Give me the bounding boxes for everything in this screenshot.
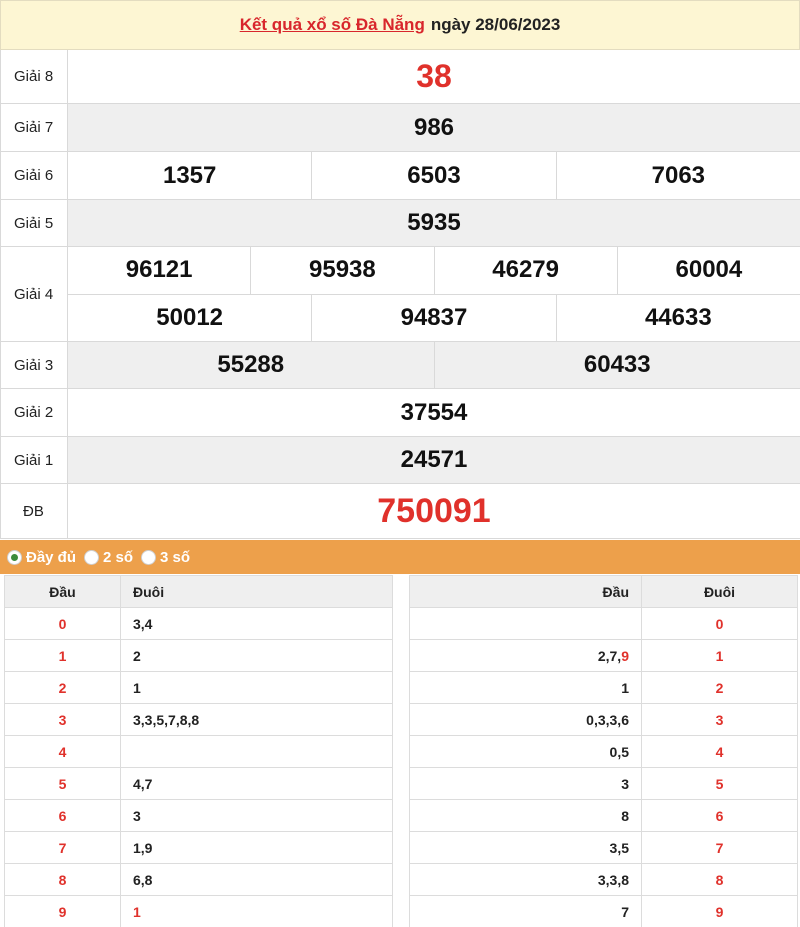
prize-row-7: [0, 104, 800, 152]
prize-row-5: [0, 200, 800, 247]
prize-number: 95938: [250, 247, 433, 294]
tail-digit: 3: [642, 704, 798, 736]
results-table: [0, 50, 800, 539]
prize-number: 986: [413, 113, 455, 141]
prize-row-2: [0, 389, 800, 437]
prize-label: Giải 5: [0, 200, 68, 246]
tail-digit: 7: [642, 832, 798, 864]
head-digit: 1: [5, 640, 121, 672]
head-digits: 3,5: [410, 832, 642, 864]
prize-label: Giải 2: [0, 389, 68, 436]
radio-icon[interactable]: [141, 550, 156, 565]
prize-row-6: [0, 152, 800, 200]
table-row: [410, 800, 798, 832]
prize-number: 60004: [617, 247, 800, 294]
head-digits: 0,5: [410, 736, 642, 768]
prize-number: 94837: [311, 295, 555, 342]
prize-number: 37554: [400, 398, 468, 426]
prize-number: 5935: [407, 209, 461, 236]
table-row: [5, 736, 393, 768]
tail-digits: 2: [121, 640, 393, 672]
prize-label: Giải 7: [0, 104, 68, 151]
prize-label: Giải 3: [0, 342, 68, 388]
tail-digits: 6,8: [121, 864, 393, 896]
prize-number: 7063: [556, 152, 800, 199]
table-row: [410, 672, 798, 704]
table-row: [410, 704, 798, 736]
head-digits: 1: [410, 672, 642, 704]
head-digit: 7: [5, 832, 121, 864]
head-digits: 3,3,8: [410, 864, 642, 896]
option-two-digits[interactable]: [84, 549, 133, 566]
table-row: [5, 896, 393, 927]
tail-digits: 1: [121, 896, 393, 927]
table-row: [410, 768, 798, 800]
table-row: [5, 800, 393, 832]
tail-digit: 2: [642, 672, 798, 704]
tail-head-table: [409, 575, 798, 927]
prize-row-special: [0, 484, 800, 539]
column-header: Đầu: [410, 576, 642, 608]
head-digit: 3: [5, 704, 121, 736]
tail-digit: 4: [642, 736, 798, 768]
head-digit: 5: [5, 768, 121, 800]
radio-checked-icon[interactable]: [7, 550, 22, 565]
tail-digits: 3,3,5,7,8,8: [121, 704, 393, 736]
tail-digit: 8: [642, 864, 798, 896]
head-digits: [410, 608, 642, 640]
tail-digit: 1: [642, 640, 798, 672]
table-row: [410, 832, 798, 864]
prize-label: Giải 6: [0, 152, 68, 199]
results-title-bar: [0, 0, 800, 50]
head-digits: 0,3,3,6: [410, 704, 642, 736]
option-label: 3 số: [160, 548, 191, 566]
special-prize-number: 750091: [377, 491, 491, 530]
tail-digits: 3,4: [121, 608, 393, 640]
table-row: [410, 640, 798, 672]
table-row: [5, 864, 393, 896]
table-row: [410, 736, 798, 768]
prize-number: 60433: [434, 342, 800, 388]
head-digit: 6: [5, 800, 121, 832]
head-digit: 4: [5, 736, 121, 768]
table-row: [5, 608, 393, 640]
head-digits: 3: [410, 768, 642, 800]
prize-number: 38: [416, 58, 452, 94]
column-header: Đầu: [5, 576, 121, 608]
option-full[interactable]: [7, 549, 76, 566]
column-header: Đuôi: [121, 576, 393, 608]
prize-number: 96121: [125, 256, 193, 284]
tail-digit: 6: [642, 800, 798, 832]
prize-number: 44633: [556, 295, 800, 342]
column-header: Đuôi: [642, 576, 798, 608]
head-digit: 9: [5, 896, 121, 927]
table-row: [5, 768, 393, 800]
option-label: 2 số: [103, 548, 134, 566]
table-row: [5, 704, 393, 736]
tail-digit: 0: [642, 608, 798, 640]
head-digit: 0: [5, 608, 121, 640]
prize-label: ĐB: [0, 484, 68, 538]
prize-row-1: [0, 437, 800, 484]
table-row: [410, 864, 798, 896]
prize-number: 6503: [311, 152, 555, 199]
prize-number: 46279: [434, 247, 617, 294]
tail-digit: 9: [642, 896, 798, 927]
tail-digits: 3: [121, 800, 393, 832]
prize-row-3: [0, 342, 800, 389]
radio-icon[interactable]: [84, 550, 99, 565]
lottery-title-link[interactable]: Kết quả xổ số Đà Nẵng: [239, 15, 425, 34]
head-digits: 8: [410, 800, 642, 832]
prize-label: Giải 1: [0, 437, 68, 483]
prize-label: Giải 4: [0, 247, 68, 341]
head-digits: 7: [410, 896, 642, 927]
draw-date: ngày 28/06/2023: [430, 15, 561, 34]
prize-row-8: [0, 50, 800, 104]
prize-number: 50012: [156, 303, 224, 331]
prize-number: 55288: [217, 351, 285, 378]
tail-digit: 5: [642, 768, 798, 800]
table-row: [5, 672, 393, 704]
head-tail-table: [4, 575, 393, 927]
tail-digits: 4,7: [121, 768, 393, 800]
prize-number: 24571: [400, 446, 468, 473]
head-digit: 8: [5, 864, 121, 896]
table-row: [410, 896, 798, 927]
tail-digits: 1,9: [121, 832, 393, 864]
display-options-bar: [0, 540, 800, 574]
option-label: Đầy đủ: [26, 548, 77, 566]
prize-label: Giải 8: [0, 50, 68, 103]
head-digit: 2: [5, 672, 121, 704]
option-three-digits[interactable]: [141, 549, 190, 566]
head-digits: [410, 640, 642, 672]
table-row: [5, 640, 393, 672]
table-row: [410, 608, 798, 640]
table-row: [5, 832, 393, 864]
head-digits-text: 2,7,: [597, 647, 622, 664]
tail-digits: 1: [121, 672, 393, 704]
tail-digits: [121, 736, 393, 768]
prize-number: 1357: [162, 161, 217, 189]
head-digit-highlight: 9: [621, 647, 629, 664]
prize-row-4: [0, 247, 800, 342]
